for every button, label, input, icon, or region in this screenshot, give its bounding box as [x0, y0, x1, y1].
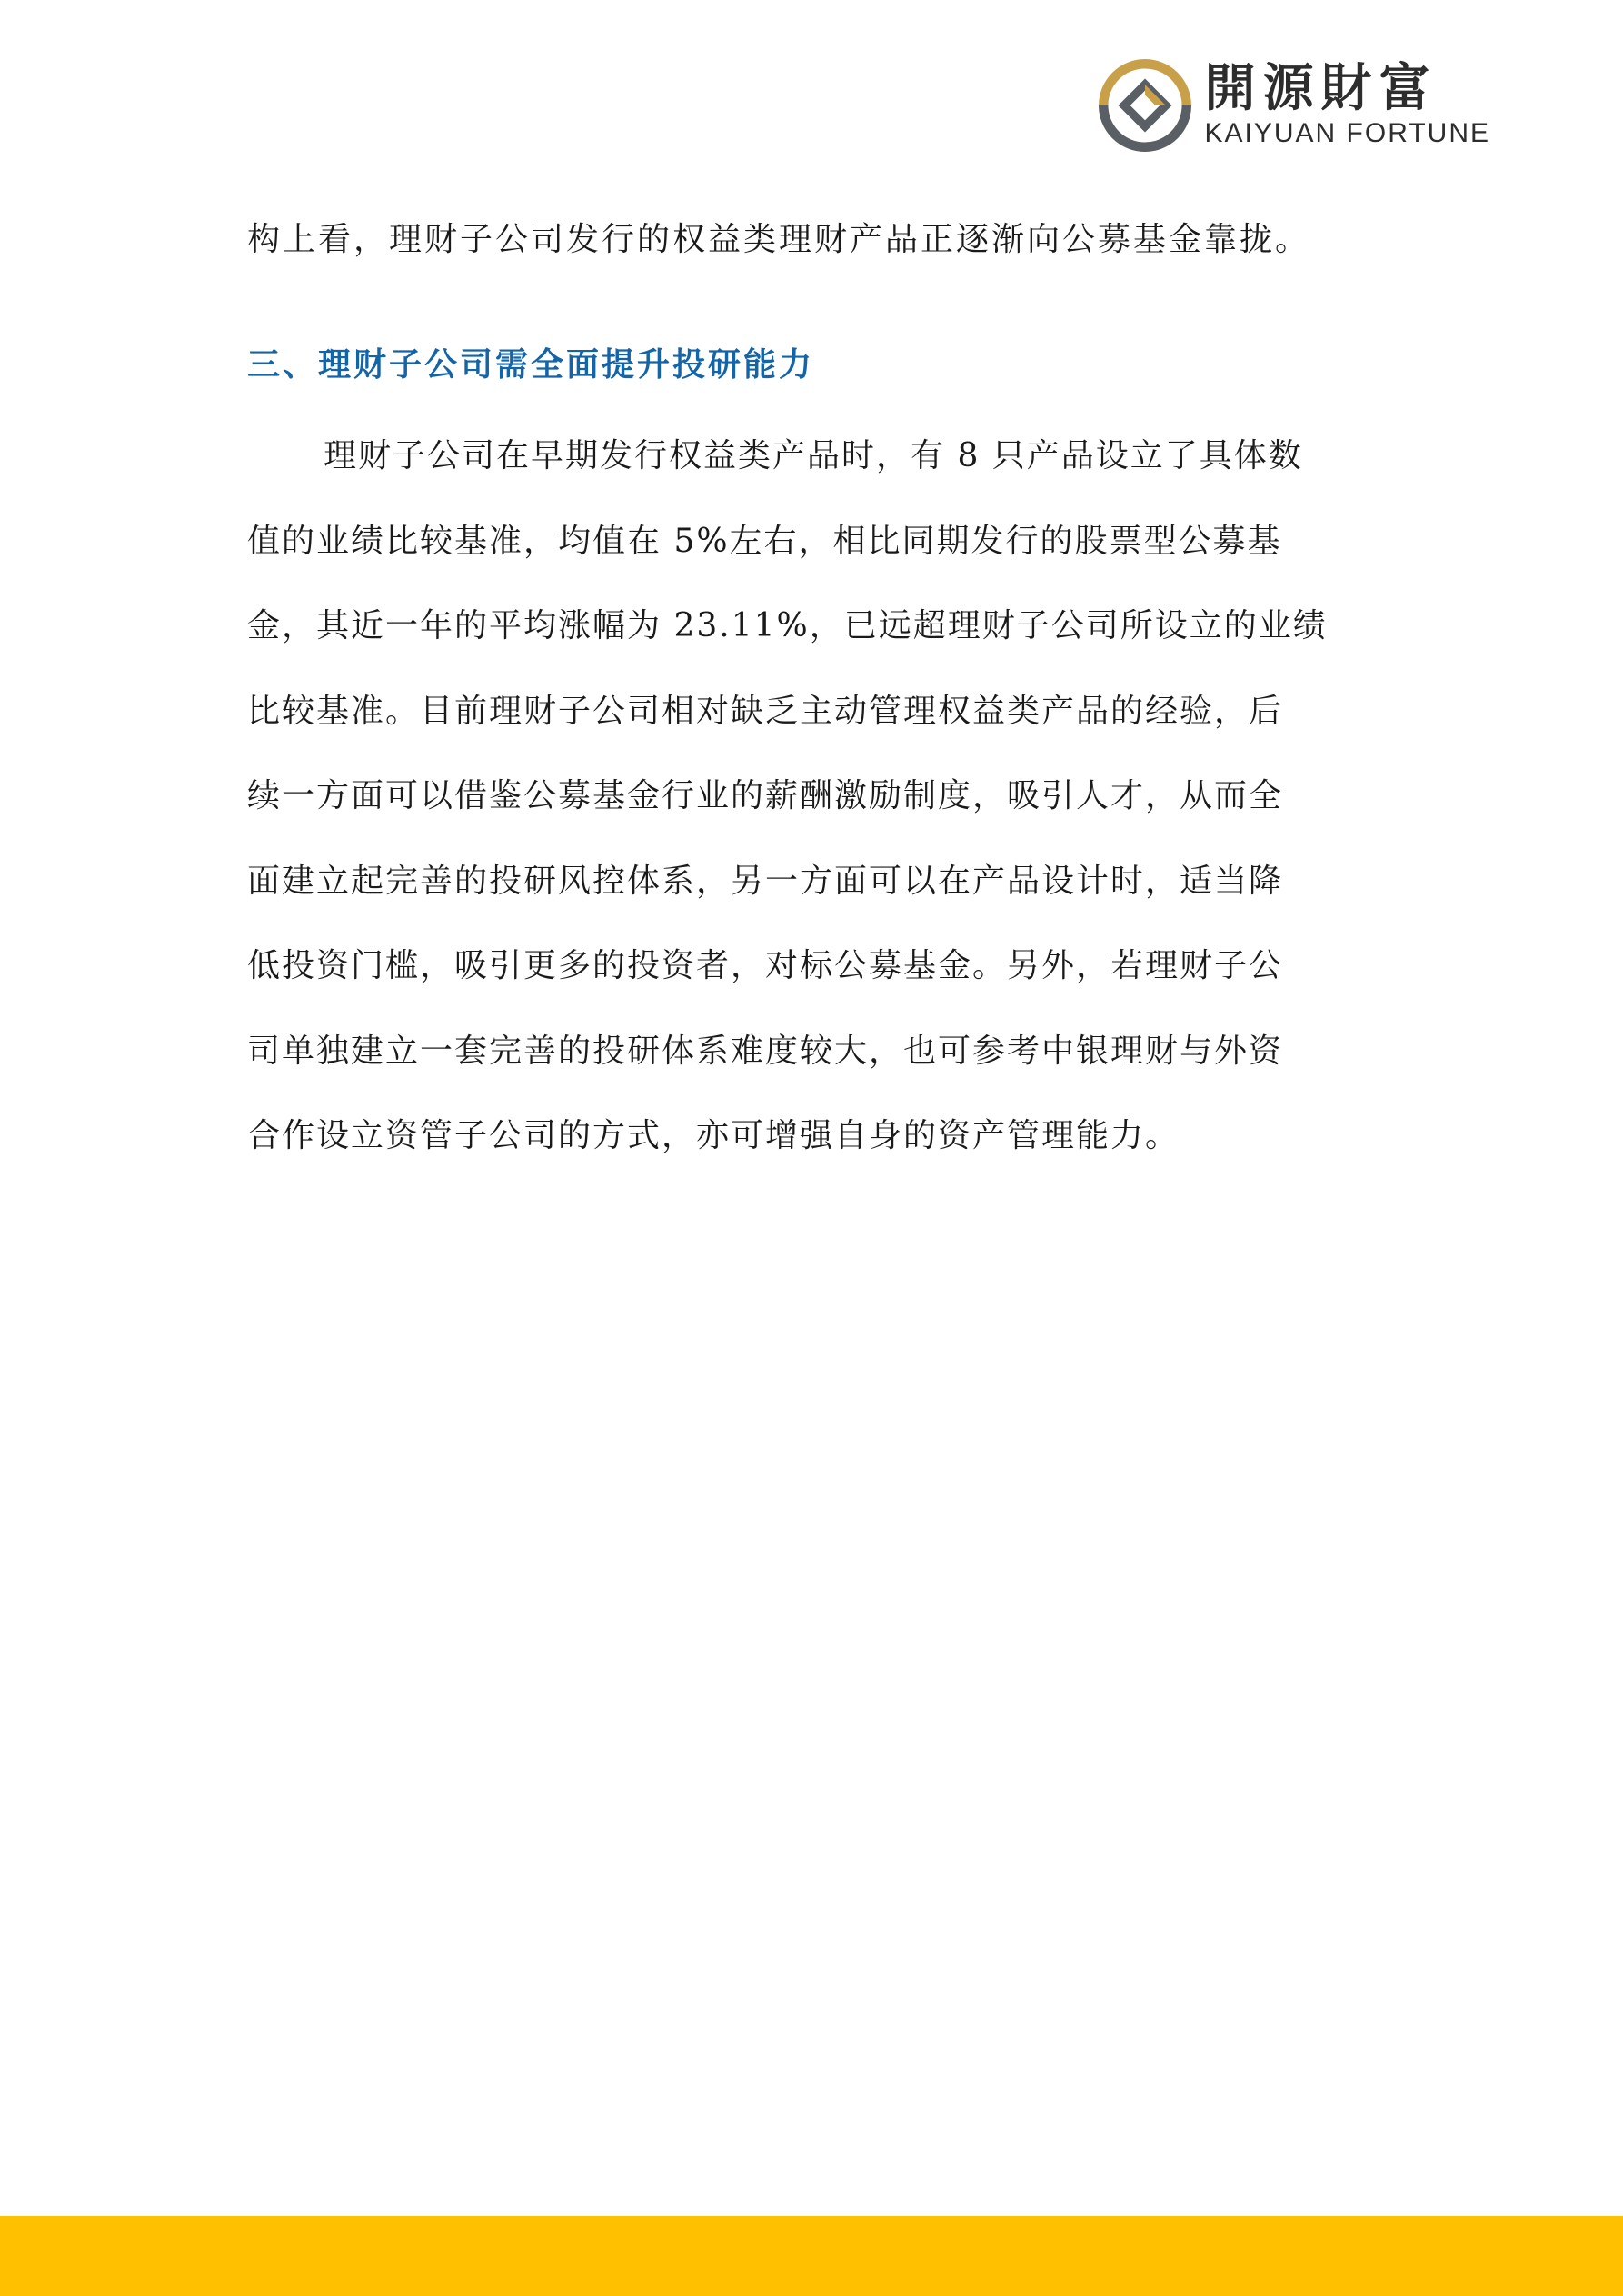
paragraph-line: 比较基准。目前理财子公司相对缺乏主动管理权益类产品的经验，后 — [247, 692, 1284, 730]
section-heading: 三、理财子公司需全面提升投研能力 — [247, 346, 815, 384]
logo-english-name: KAIYUAN FORTUNE — [1204, 118, 1490, 148]
header-logo — [1098, 58, 1491, 153]
intro-paragraph-line: 构上看，理财子公司发行的权益类理财产品正逐渐向公募基金靠拢。 — [247, 221, 1311, 258]
logo-text — [1205, 61, 1491, 150]
paragraph-line: 合作设立资管子公司的方式，亦可增强自身的资产管理能力。 — [247, 1117, 1180, 1154]
paragraph-line: 金，其近一年的平均涨幅为 23.11%，已远超理财子公司所设立的业绩 — [247, 607, 1328, 644]
kaiyuan-logo-icon — [1098, 58, 1192, 153]
section-paragraph — [247, 414, 1378, 1179]
paragraph-line: 司单独建立一套完善的投研体系难度较大，也可参考中银理财与外资 — [247, 1032, 1284, 1070]
document-body — [247, 212, 1378, 1179]
logo-chinese-name: 開源財富 — [1204, 59, 1438, 118]
paragraph-line: 理财子公司在早期发行权益类产品时，有 8 只产品设立了具体数 — [324, 437, 1303, 474]
paragraph-line: 续一方面可以借鉴公募基金行业的薪酬激励制度，吸引人才，从而全 — [247, 777, 1284, 814]
paragraph-line: 面建立起完善的投研风控体系，另一方面可以在产品设计时，适当降 — [247, 862, 1284, 900]
paragraph-line: 低投资门槛，吸引更多的投资者，对标公募基金。另外，若理财子公 — [247, 947, 1284, 984]
paragraph-line: 值的业绩比较基准，均值在 5%左右，相比同期发行的股票型公募基 — [247, 522, 1282, 560]
footer-bar — [0, 2216, 1623, 2296]
